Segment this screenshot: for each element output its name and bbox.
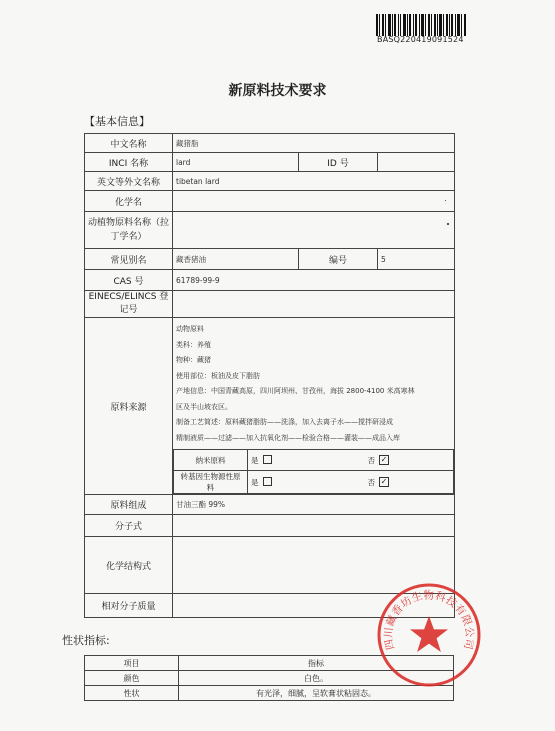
- row-molecular-formula: [85, 515, 455, 537]
- source-line: 物种：藏猪: [176, 356, 211, 364]
- checkbox-checked-icon: ✓: [380, 454, 388, 464]
- value-code: 5: [378, 249, 455, 270]
- value-einecs-number: [173, 291, 455, 318]
- label-plant-animal-name: 动植物原料名称（拉丁学名）: [85, 212, 173, 249]
- value-common-alias: 藏香猪油: [173, 249, 299, 270]
- label-inci-name: INCI 名称: [85, 153, 173, 172]
- label-source: 原料来源: [85, 318, 173, 495]
- source-details: [173, 318, 454, 449]
- value-chemical-name: [173, 191, 455, 212]
- row-einecs-number: [85, 291, 455, 318]
- label-cas-number: CAS 号: [85, 270, 173, 291]
- genetic-row: [174, 471, 454, 494]
- source-cell: [173, 318, 455, 495]
- source-line: 区及半山坡农区。: [176, 402, 232, 411]
- row-chemical-name: [85, 191, 455, 212]
- checkbox-empty-icon: [263, 477, 272, 486]
- scan-speck: [447, 223, 449, 225]
- barcode-number: BASQ220419091524: [377, 35, 464, 44]
- row-cas-number: [85, 270, 455, 291]
- row-composition: [85, 495, 455, 515]
- row-english-name: [85, 172, 455, 191]
- source-line: 使用部位：板油及皮下脂肪: [176, 371, 260, 380]
- label-chemical-name: 化学名: [85, 191, 173, 212]
- value-chinese-name: 藏猪脂: [173, 134, 455, 153]
- nano-yes-label: 是: [251, 455, 259, 465]
- value-cas-number: 61789-99-9: [173, 270, 455, 291]
- value-molecular-formula: [173, 515, 455, 537]
- nano-row: [174, 450, 454, 471]
- perf-header-index: 指标: [179, 656, 454, 671]
- genetic-label: 转基因生物源性原料: [174, 471, 248, 494]
- source-line: 类科：养殖: [176, 340, 211, 349]
- source-line: 制备工艺简述：原料藏猪脂肪——洗涤，加入去离子水——搅拌研浸成: [176, 418, 393, 426]
- value-composition: 甘油三酯 99%: [173, 495, 455, 515]
- nano-no-label: 否: [367, 455, 375, 465]
- perf-item: 颜色: [85, 671, 179, 686]
- scan-speck: [445, 200, 446, 201]
- label-code: 编号: [299, 249, 378, 270]
- label-einecs-number: EINECS/ELINCS 登记号: [85, 291, 173, 318]
- nano-yes-option: [248, 450, 306, 471]
- checkbox-empty-icon: [263, 455, 272, 464]
- checkbox-checked-icon: ✓: [380, 476, 388, 486]
- perf-index: 有光泽，细腻，呈软膏状粘固态。: [179, 686, 454, 701]
- section-basic-info: 【基本信息】: [84, 115, 150, 128]
- nano-label: 纳米原料: [174, 450, 248, 471]
- row-plant-animal-name: [85, 212, 455, 249]
- value-plant-animal-name: [173, 212, 455, 249]
- seal-star-icon: [410, 616, 448, 652]
- source-checklist: [173, 449, 454, 494]
- perf-item: 性状: [85, 686, 179, 701]
- perf-index: 白色。: [179, 671, 454, 686]
- perf-header-item: 项目: [85, 656, 179, 671]
- label-structure: 化学结构式: [85, 537, 173, 594]
- basic-info-table: [84, 133, 455, 618]
- genetic-yes-option: [248, 471, 306, 494]
- source-line: 产地信息：中国青藏高原，四川阿坝州、甘孜州，海拔 2800-4100 米高寒林: [176, 387, 415, 395]
- value-english-name: tibetan lard: [173, 172, 455, 191]
- nano-no-option: [306, 450, 454, 471]
- value-id-number: [378, 153, 455, 172]
- label-molecular-formula: 分子式: [85, 515, 173, 537]
- label-chinese-name: 中文名称: [85, 134, 173, 153]
- source-line: 精制液质——过滤——加入抗氧化剂——检验合格——灌装——成品入库: [176, 433, 400, 442]
- row-common-alias: [85, 249, 455, 270]
- genetic-yes-label: 是: [251, 477, 259, 487]
- row-inci-name: [85, 153, 455, 172]
- row-source: [85, 318, 455, 495]
- label-composition: 原料组成: [85, 495, 173, 515]
- section-performance: 性状指标:: [62, 634, 110, 647]
- seal-ring-text: 四川藏香坊生物科技有限公司: [382, 589, 476, 651]
- label-common-alias: 常见别名: [85, 249, 173, 270]
- genetic-no-option: [306, 471, 454, 494]
- genetic-no-label: 否: [367, 477, 375, 487]
- label-molecular-mass: 相对分子质量: [85, 594, 173, 618]
- label-id-number: ID 号: [299, 153, 378, 172]
- source-line: 动物原料: [176, 325, 204, 333]
- row-chinese-name: [85, 134, 455, 153]
- document-title: 新原料技术要求: [228, 83, 327, 99]
- label-english-name: 英文等外文名称: [85, 172, 173, 191]
- value-inci-name: lard: [173, 153, 299, 172]
- company-seal: [376, 582, 482, 688]
